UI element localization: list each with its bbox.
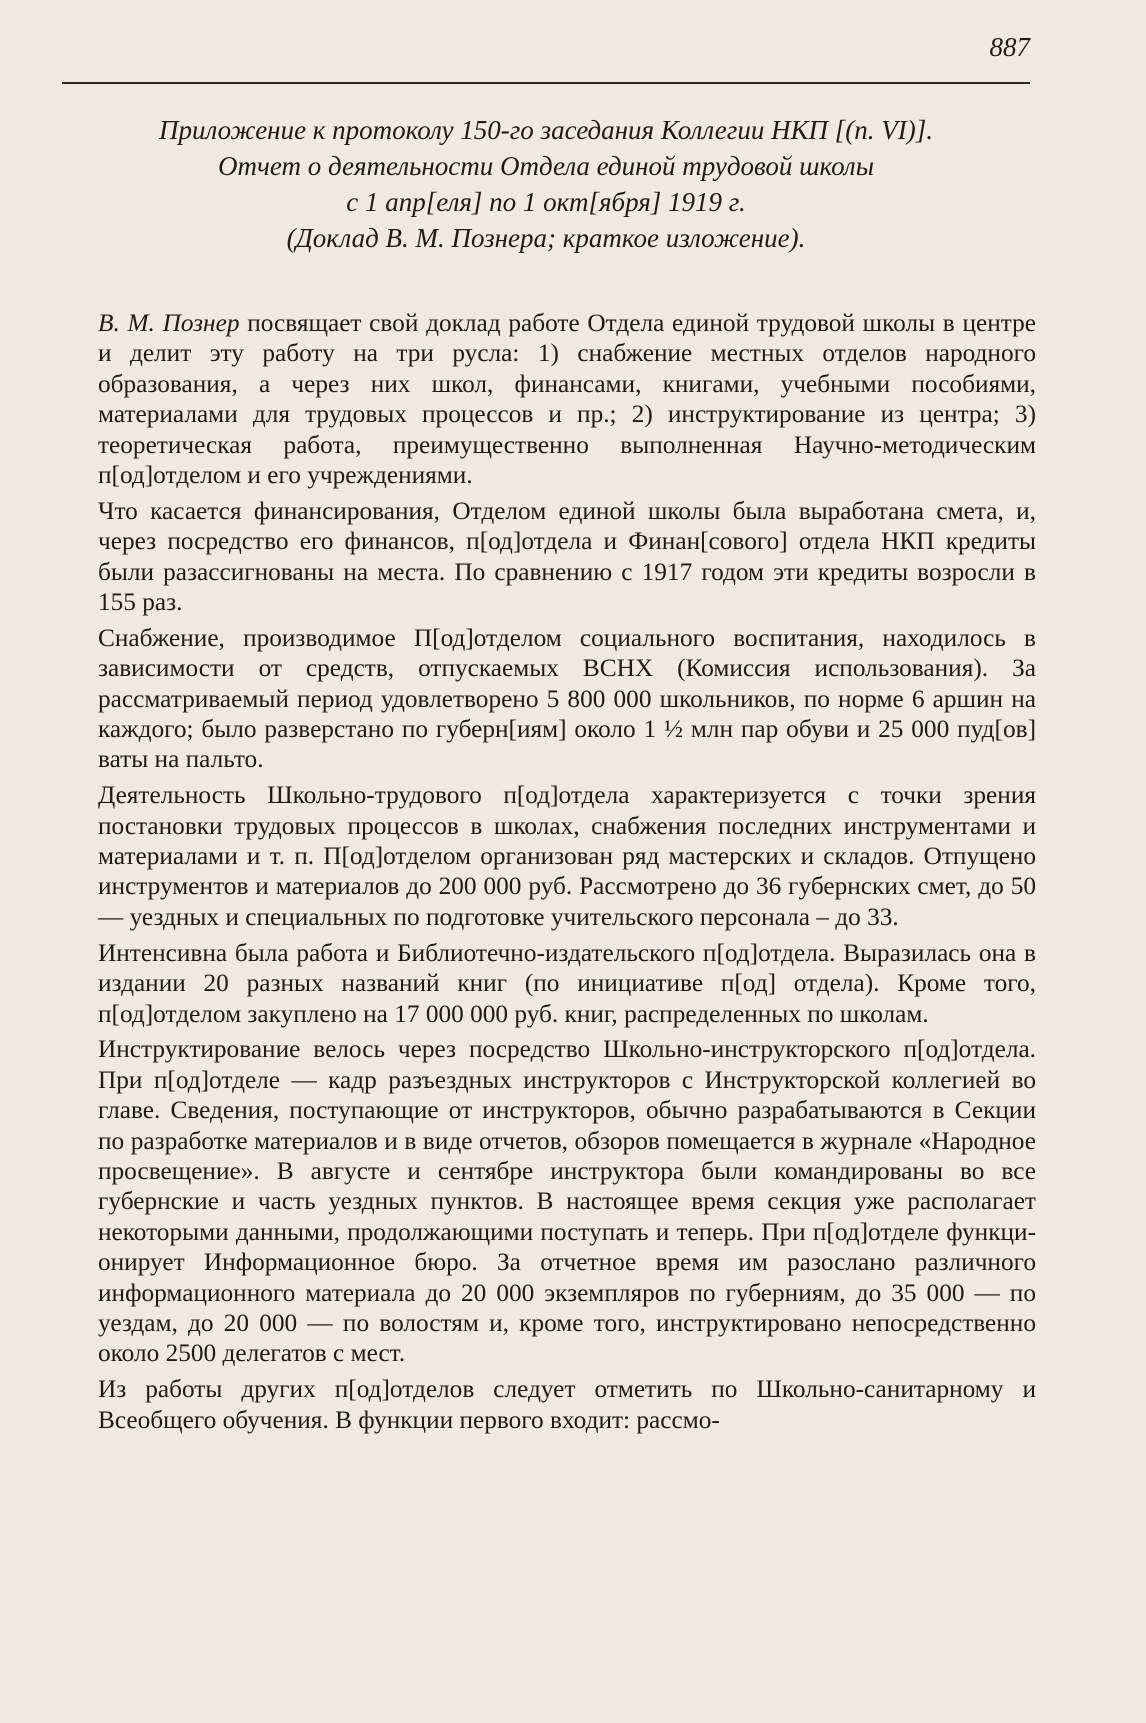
heading-line-3: с 1 апр[еля] по 1 окт[ября] 1919 г. xyxy=(346,187,746,217)
paragraph-4: Деятельность Школьно-трудового п[од]отдела характеризуется с точки зрения постановки трудовых процессов в школах, снабжения последних инструментами и материалами и т. п. П[од]отделом организован ряд мастерских и складов. Отпущено инструментов и материалов до 200 000 руб. Рассмотрено до 36 губернских смет, до 50 — уездных и специальных по подготовке учительского персонала – до 33. xyxy=(98,781,1036,931)
paragraph-1-text: посвящает свой доклад работе Отдела единой трудовой школы в центре и делит эту работу на три русла: 1) снабжение местных отделов народного образования, а через них школ, финансами, книгами, учебными пособиями, материалами для трудовых процессов и пр.; 2) инструктирование из центра; 3) теоретическая работа, преимущественно выполненная Научно-методическим п[од]отделом и его учреждениями. xyxy=(98,309,1037,490)
paragraph-1 xyxy=(98,308,1036,490)
paragraph-3: Снабжение, производимое П[од]отделом социального воспитания, находилось в зависимости от средств, отпускаемых ВСНХ (Комиссия использования). За рассматриваемый период удовлетворено 5 800 000 школьников, по норме 6 аршин на каждого; было разверстано по губерн[иям] около 1 ½ млн пар обуви и 25 000 пуд[ов] ваты на пальто. xyxy=(98,623,1036,774)
section-heading xyxy=(62,112,1030,256)
paragraph-7: Из работы других п[од]отделов следует отметить по Школьно-санитарному и Всеобщего обучения. В функции первого входит: рассмо- xyxy=(98,1375,1036,1434)
heading-line-4: (Доклад В. М. Познера; краткое изложение). xyxy=(286,223,806,253)
heading-line-1: Приложение к протоколу 150-го заседания Коллегии НКП [(п. VI)]. xyxy=(159,115,933,145)
heading-line-2: Отчет о деятельности Отдела единой трудовой школы xyxy=(218,151,874,181)
speaker-name: В. М. Познер xyxy=(98,309,240,337)
paragraph-5: Интенсивна была работа и Библиотечно-издательского п[од]отдела. Выразилась она в издании 20 разных названий книг (по инициативе п[од] отдела). Кроме того, п[од]отделом закуплено на 17 000 000 руб. книг, распределенных по школам. xyxy=(98,938,1036,1028)
paragraph-2: Что касается финансирования, Отделом единой школы была выработана смета, и, через посредство его финансов, п[од]отдела и Финан[сового] отдела НКП кредиты были разассигнованы на места. По сравнению с 1917 годом эти кредиты возросли в 155 раз. xyxy=(98,496,1036,617)
body-text xyxy=(98,308,1036,1440)
paragraph-6: Инструктирование велось через посредство Школьно-инструкторского п[од]отдела. При п[од]отделе — кадр разъездных инструкторов с Инструкторской коллегией во главе. Сведения, поступающие от инструкторов, обычно разрабатываются в Секции по разработке материалов и в виде отчетов, обзоров помещается в журнале «Народное просвещение». В августе и сентябре инструктора были командированы во все губернские и часть уездных пунктов. В настоящее время секция уже располагает некоторыми данными, продолжающими поступать и теперь. При п[од]отделе функционирует Информационное бюро. За отчетное время им разослано различного информационного материала до 20 000 экземпляров по губерниям, до 35 000 — по уездам, до 20 000 — по волостям и, кроме того, инструктировано непосредственно около 2500 делегатов с мест. xyxy=(98,1035,1036,1368)
page-header xyxy=(62,28,1030,84)
page-number: 887 xyxy=(989,32,1030,62)
